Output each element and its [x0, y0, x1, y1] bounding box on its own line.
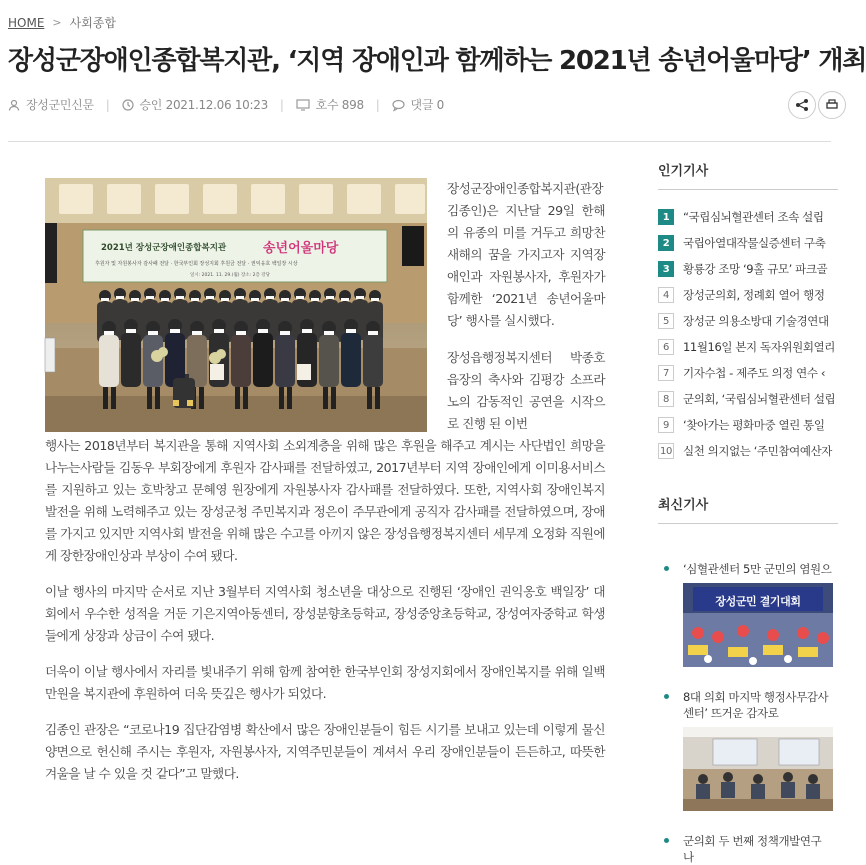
- approved-date: 승인 2021.12.06 10:23: [139, 98, 268, 112]
- rank-badge: 9: [658, 417, 674, 433]
- article-paragraph: 이날 행사의 마지막 순서로 지난 3월부터 지역사회 청소년을 대상으로 진행된 ‘장애인 권익옹호 백일장’ 대회에서 우수한 성적을 거둔 기은지역아동센터, 장성분향초등학교, 장성중앙초등학교, 장성여자중학교 학생들에게 상장과 상금이 수여 됐다.: [45, 584, 605, 643]
- user-icon: [8, 99, 20, 111]
- thumbnail-banner-text: 장성군민 결기대회: [715, 595, 801, 608]
- popular-item[interactable]: [658, 308, 838, 334]
- popular-item[interactable]: [658, 256, 838, 282]
- header-divider: [8, 141, 831, 142]
- popular-item-title[interactable]: 장성군의회, 정례회 열어 행정: [683, 288, 825, 302]
- author-name[interactable]: 장성군민신문: [26, 98, 94, 112]
- rank-badge: 8: [658, 391, 674, 407]
- bullet-dot-icon: [664, 694, 669, 699]
- rank-badge: 7: [658, 365, 674, 381]
- comments-meta[interactable]: [392, 96, 444, 113]
- popular-item[interactable]: [658, 412, 838, 438]
- article-paragraph: 행사는 2018년부터 복지관을 통해 지역사회 소외계층을 위해 많은 후원을 해주고 계시는 사단법인 희망을나누는사람들 김동우 부회장에게 후원자 감사패를 전달하였고, 2017년부터 지역 장애인에게 이미용서비스를 지원하고 있는 호박창고 문혜영 원장에게 자원봉사자 감사패를 전달하였다. 또한, 지역사회 장애인복지 발전을 위해 노력해주고 있는 장성군청 주민복지과 정은이 주무관에게 공직자 감사패를 전달하였으며, 장애를 가지고 있지만 지역사회 발전을 위해 많은 수고를 아끼지 않은 장성읍행정복지센터 세무계 오정화 직원에게 장한장애인상과 부상이 수여 됐다.: [45, 438, 605, 563]
- popular-item[interactable]: [658, 282, 838, 308]
- latest-articles: [658, 494, 838, 865]
- meta-divider: |: [279, 97, 284, 112]
- article-paragraph: 김종인 관장은 “코로나19 집단감염병 확산에서 많은 장애인분들이 힘든 시기를 보내고 있는데 이렇게 물신양면으로 헌신해 주시는 후원자, 자원봉사자, 지역주민분들이 계셔서 우리 장애인분들이 든든하고, 따뜻한 겨울을 날 수 있을 것 같다”고 말했다.: [45, 722, 605, 781]
- chevron-right-icon: >: [52, 16, 62, 29]
- meta-divider: |: [375, 97, 380, 112]
- rank-badge: 1: [658, 209, 674, 225]
- rank-badge: 2: [658, 235, 674, 251]
- photo-banner-line3: 일시: 2021. 11. 29.(월) 장소: 2층 강당: [190, 273, 270, 278]
- speech-bubble-icon: [392, 99, 405, 111]
- popular-item-title[interactable]: “국립심뇌혈관센터 조속 설립: [683, 210, 824, 224]
- rank-badge: 4: [658, 287, 674, 303]
- popular-item[interactable]: [658, 386, 838, 412]
- rank-badge: 10: [658, 443, 674, 459]
- popular-item[interactable]: [658, 360, 838, 386]
- issue-number: 호수 898: [315, 98, 364, 112]
- rank-badge: 6: [658, 339, 674, 355]
- popular-item-title[interactable]: 실천 의지없는 ‘주민참여예산자: [683, 444, 832, 458]
- issue-meta: [296, 96, 364, 113]
- popular-item-title[interactable]: 황룡강 조망 ‘9홀 규모’ 파크골: [683, 262, 828, 276]
- latest-item[interactable]: [658, 561, 838, 667]
- article-title: 장성군장애인종합복지관, ‘지역 장애인과 함께하는 2021년 송년어울마당’ 개최: [8, 46, 866, 76]
- popular-item-title[interactable]: ‘찾아가는 평화마중 열린 통일: [683, 418, 825, 432]
- monitor-icon: [296, 99, 310, 111]
- article-meta: [8, 96, 444, 113]
- popular-item-title[interactable]: 11월16일 본지 독자위원회열리: [683, 340, 835, 354]
- popular-item-title[interactable]: 기자수첩 - 제주도 의정 연수 ‹: [683, 366, 826, 380]
- breadcrumb-category-link[interactable]: 사회종합: [69, 16, 116, 30]
- article-paragraph: 장성군장애인종합복지관(관장 김종인)은 지난달 29일 한해의 유종의 미를 거두고 희망찬 새해의 꿈을 가지고자 지역장애인과 자원봉사자, 후원자가 함께한 ‘2021년 송년어울마당’ 행사를 실시했다.: [447, 181, 605, 328]
- rank-badge: 5: [658, 313, 674, 329]
- latest-item[interactable]: [658, 689, 838, 811]
- share-button[interactable]: [788, 91, 816, 119]
- photo-banner-line1: 2021년 장성군장애인종합복지관: [101, 243, 227, 253]
- popular-item-title[interactable]: 군의회, ‘국립심뇌혈관센터 설립: [683, 392, 836, 406]
- popular-item-title[interactable]: 국립아열대작물실증센터 구축: [683, 236, 826, 250]
- print-button[interactable]: [818, 91, 846, 119]
- popular-item[interactable]: [658, 438, 838, 464]
- print-icon: [825, 98, 839, 112]
- council-photo-illustration: [683, 727, 833, 811]
- latest-heading: 최신기사: [658, 494, 838, 524]
- approved-meta: [122, 96, 268, 113]
- photo-banner-highlight: 송년어울마당: [263, 241, 339, 256]
- latest-item-thumbnail[interactable]: [683, 727, 833, 811]
- share-icon: [795, 98, 809, 112]
- popular-heading: 인기기사: [658, 160, 838, 190]
- bullet-dot-icon: [664, 838, 669, 843]
- popular-item[interactable]: [658, 334, 838, 360]
- rally-photo-illustration: [683, 583, 833, 667]
- article-body: [45, 178, 605, 785]
- popular-list: [658, 204, 838, 464]
- breadcrumb-home-link[interactable]: HOME: [8, 15, 45, 30]
- latest-item-title[interactable]: 8대 의회 마지막 행정사무감사 센터’ 뜨거운 감자로: [683, 690, 829, 720]
- photo-banner-line2: 후원자 및 자원봉사자 감사패 전달 · 한국부인회 장성지회 후원금 전달 · 권익옹호 백일장 시상: [95, 261, 298, 267]
- popular-item[interactable]: [658, 204, 838, 230]
- popular-item[interactable]: [658, 230, 838, 256]
- latest-item-title[interactable]: ‘심혈관센터 5만 군민의 염원으: [683, 562, 832, 576]
- rank-badge: 3: [658, 261, 674, 277]
- latest-item[interactable]: [658, 833, 838, 865]
- popular-item-title[interactable]: 장성군 의용소방대 기술경연대: [683, 314, 829, 328]
- breadcrumb: [8, 14, 116, 31]
- bullet-dot-icon: [664, 566, 669, 571]
- meta-divider: |: [105, 97, 110, 112]
- author-meta: [8, 96, 94, 113]
- latest-item-title[interactable]: 군의회 두 번째 정책개발연구 나: [683, 834, 822, 864]
- article-paragraph: 장성읍행정복지센터 박종호 읍장의 축사와 김평강 소프라노의 감동적인 공연을 시작으로 진행 된 이번: [447, 350, 605, 431]
- comments-count[interactable]: 댓글 0: [410, 98, 444, 112]
- clock-icon: [122, 99, 134, 111]
- article-paragraph: 더욱이 이날 행사에서 자리를 빛내주기 위해 함께 참여한 한국부인회 장성지회에서 장애인복지를 위해 일백만원을 복지관에 후원하여 더욱 뜻깊은 행사가 되었다.: [45, 664, 605, 701]
- latest-item-thumbnail[interactable]: [683, 583, 833, 667]
- popular-articles: [658, 160, 838, 464]
